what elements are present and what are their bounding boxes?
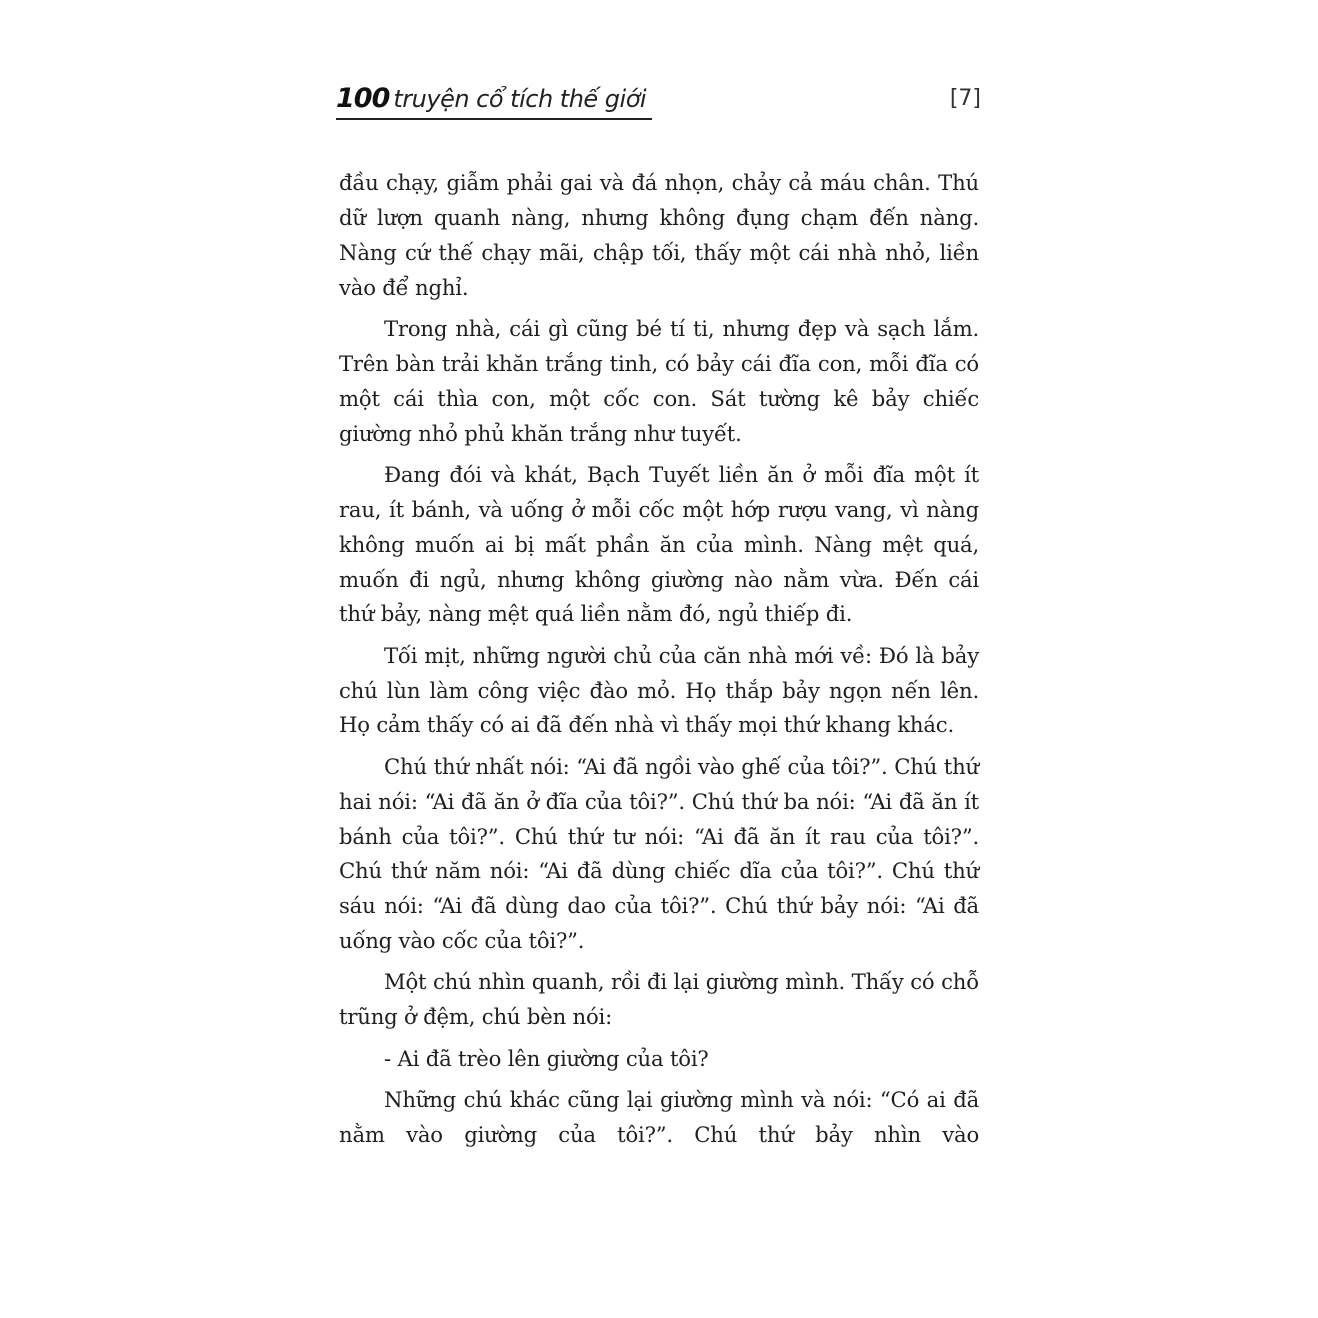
page-number: [7] bbox=[949, 86, 981, 111]
paragraph: Chú thứ nhất nói: “Ai đã ngồi vào ghế của tôi?”. Chú thứ hai nói: “Ai đã ăn ở đĩa của tôi?”. Chú thứ ba nói: “Ai đã ăn ít bánh của tôi?”. Chú thứ tư nói: “Ai đã ăn ít rau của tôi?”. Chú thứ năm nói: “Ai đã dùng chiếc dĩa của tôi?”. Chú thứ sáu nói: “Ai đã dùng dao của tôi?”. Chú thứ bảy nói: “Ai đã uống vào cốc của tôi?”. bbox=[339, 753, 979, 954]
dialogue-line: - Ai đã trèo lên giường của tôi? bbox=[384, 1045, 709, 1071]
page-header bbox=[336, 80, 981, 122]
body-text bbox=[339, 166, 979, 1159]
paragraph: Trong nhà, cái gì cũng bé tí ti, nhưng đẹp và sạch lắm. Trên bàn trải khăn trắng tinh, có bảy cái đĩa con, mỗi đĩa có một cái thìa con, một cốc con. Sát tường kê bảy chiếc giường nhỏ phủ khăn trắng như tuyết. bbox=[339, 315, 979, 446]
paragraph: Đang đói và khát, Bạch Tuyết liền ăn ở mỗi đĩa một ít rau, ít bánh, và uống ở mỗi cốc một hớp rượu vang, vì nàng không muốn ai bị mất phần ăn của mình. Nàng mệt quá, muốn đi ngủ, nhưng không giường nào nằm vừa. Đến cái thứ bảy, nàng mệt quá liền nằm đó, ngủ thiếp đi. bbox=[339, 461, 979, 627]
paragraph: đầu chạy, giẫm phải gai và đá nhọn, chảy cả máu chân. Thú dữ lượn quanh nàng, nhưng không đụng chạm đến nàng. Nàng cứ thế chạy mãi, chập tối, thấy một cái nhà nhỏ, liền vào để nghỉ. bbox=[339, 170, 979, 300]
paragraph: Một chú nhìn quanh, rồi đi lại giường mình. Thấy có chỗ trũng ở đệm, chú bèn nói: bbox=[339, 969, 979, 1030]
book-title bbox=[336, 80, 652, 120]
book-title-text: truyện cổ tích thế giới bbox=[393, 85, 647, 113]
book-title-number: 100 bbox=[336, 83, 390, 114]
paragraph: Những chú khác cũng lại giường mình và nói: “Có ai đã nằm vào giường của tôi?”. Chú thứ bảy nhìn vào bbox=[339, 1086, 979, 1147]
paragraph: Tối mịt, những người chủ của căn nhà mới về: Đó là bảy chú lùn làm công việc đào mỏ. Họ thắp bảy ngọn nến lên. Họ cảm thấy có ai đã đến nhà vì thấy mọi thứ khang khác. bbox=[339, 642, 979, 738]
